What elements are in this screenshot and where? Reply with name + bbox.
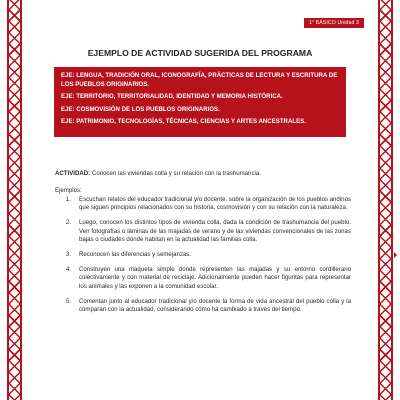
eje-lengua: EJE: LENGUA, TRADICIÓN ORAL, ICONOGRAFÍA, PRÁCTICAS DE LECTURA Y ESCRITURA DE LOS PUEBLOS ORIGINARIOS. [61, 72, 338, 88]
list-item [55, 196, 351, 212]
eje-territorio: EJE: TERRITORIO, TERRITORIALIDAD, IDENTIDAD Y MEMORIA HISTÓRICA. [61, 93, 283, 101]
activity-statement [55, 170, 351, 178]
list-item [55, 219, 351, 244]
list-item-text: Reconocen las diferencias y semejanzas. [79, 251, 192, 259]
list-item-text: Comentan junto al educador tradicional y/o docente la forma de vida ancestral del pueblo colla y la comparan con la actualidad, considerando cómo ha cambiado a través del tiempo. [79, 297, 351, 314]
list-item [55, 298, 351, 314]
decorative-border-left [7, 0, 22, 400]
decorative-border-right [378, 0, 393, 400]
page-title: EJEMPLO DE ACTIVIDAD SUGERIDA DEL PROGRAMA [87, 48, 313, 58]
activity-text: Conocen las viviendas colla y su relación con la trashumancia. [90, 170, 261, 177]
eje-patrimonio: EJE: PATRIMONIO, TECNOLOGÍAS, TÉCNICAS, CIENCIAS Y ARTES ANCESTRALES. [61, 118, 306, 126]
list-item [55, 266, 351, 291]
list-item-number: 5. [65, 297, 71, 305]
list-item-number: 4. [65, 266, 71, 274]
list-item-number: 2. [65, 219, 71, 227]
page-marker-arrow-icon [394, 252, 397, 258]
examples-list [55, 196, 351, 321]
eje-cosmovision: EJE: COSMOVISIÓN DE LOS PUEBLOS ORIGINARIOS. [61, 105, 220, 113]
ejes-box [54, 67, 346, 137]
activity-label: ACTIVIDAD: [55, 170, 91, 177]
list-item [55, 251, 351, 259]
grade-unit-badge: 1° BÁSICO Unidad 3 [304, 18, 364, 28]
list-item-number: 1. [65, 196, 71, 203]
list-item-text: Escuchan relatos del educador tradicional y/o docente, sobre la organización de los pueblos andinos que siguen principios relacionados con su historia, cosmovisión y con su relación con la naturaleza. [79, 196, 351, 212]
list-item-text: Construyen una maqueta simple donde representen las majadas y su entorno cordillerano colectivamente y con material de reciclaje. Adicionalmente pueden hacer figuritas para representar los animales y las exponen a la comunidad escolar. [79, 266, 351, 290]
list-item-text: Luego, conocen los distintos tipos de vivienda colla, dada la condición de trashumancia del pueblo. Ven fotografías o láminas de las majadas de verano y de las viviendas convencionales de las zonas bajas o ciudades donde habitan en la actualidad las familias colla. [79, 219, 351, 243]
list-item-number: 3. [65, 251, 71, 259]
ejemplos-label: Ejemplos: [55, 187, 82, 194]
